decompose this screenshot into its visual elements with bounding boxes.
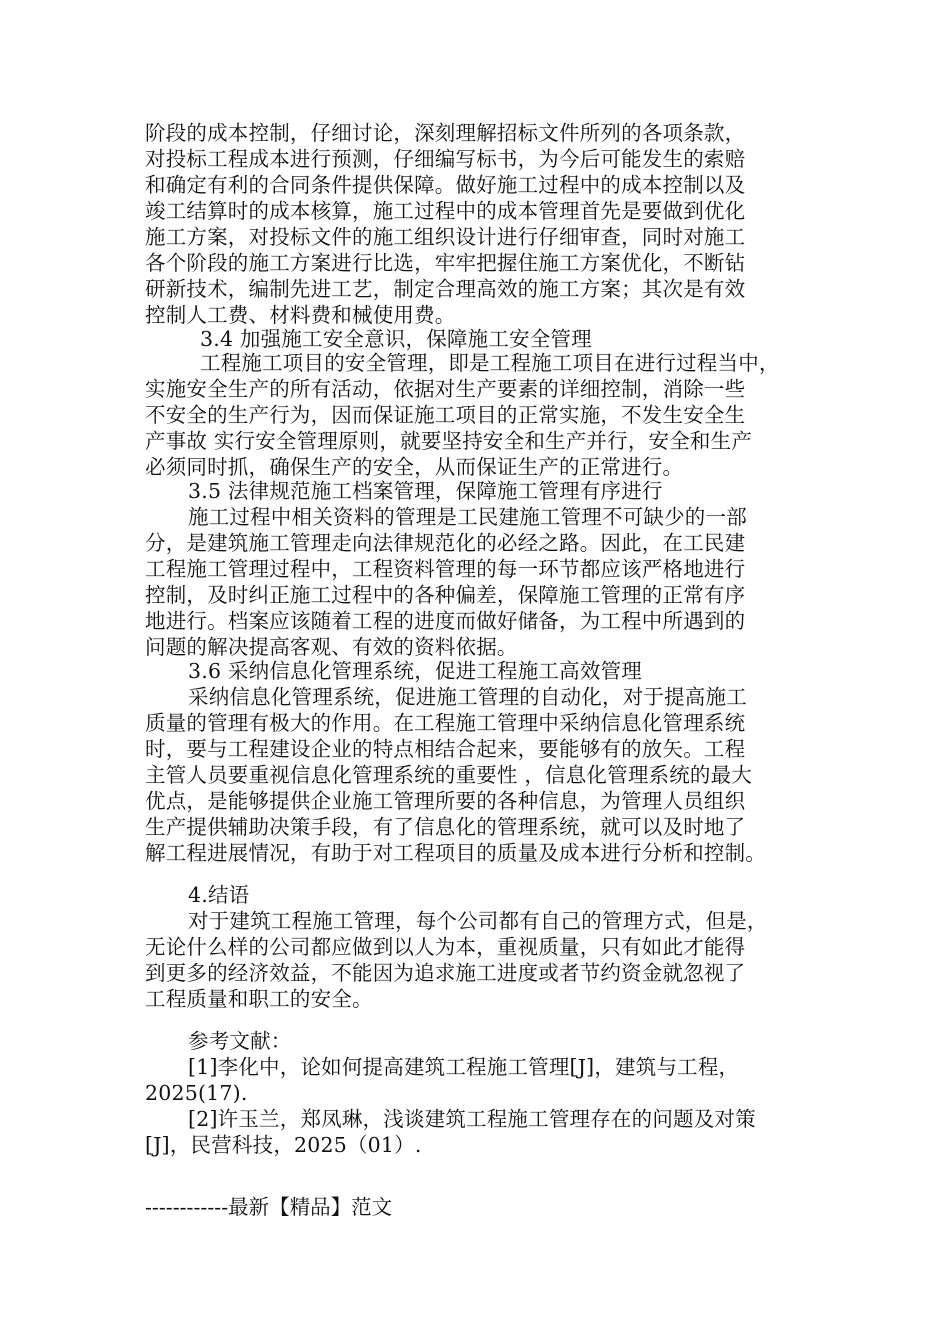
body-line: 实施安全生产的所有活动，依据对生产要素的详细控制，消除一些 bbox=[145, 377, 746, 401]
body-line: 无论什么样的公司都应做到以人为本，重视质量，只有如此才能得 bbox=[145, 935, 746, 959]
body-line: 施工过程中相关资料的管理是工民建施工管理不可缺少的一部 bbox=[188, 505, 747, 529]
reference-item: 2025(17). bbox=[145, 1081, 248, 1105]
body-line: 解工程进展情况，有助于对工程项目的质量及成本进行分析和控制。 bbox=[145, 841, 766, 865]
body-line: 工程施工管理过程中，工程资料管理的每一环节都应该严格地进行 bbox=[145, 557, 746, 581]
body-line: 分，是建筑施工管理走向法律规范化的必经之路。因此，在工民建 bbox=[145, 531, 746, 555]
body-line: 质量的管理有极大的作用。在工程施工管理中采纳信息化管理系统 bbox=[145, 711, 746, 735]
body-line: 对投标工程成本进行预测，仔细编写标书，为今后可能发生的索赔 bbox=[145, 147, 746, 171]
body-line: 必须同时抓，确保生产的安全，从而保证生产的正常进行。 bbox=[145, 455, 684, 479]
body-line: 优点，是能够提供企业施工管理所要的各种信息，为管理人员组织 bbox=[145, 789, 746, 813]
body-line: 控制，及时纠正施工过程中的各种偏差，保障施工管理的正常有序 bbox=[145, 583, 746, 607]
reference-item: [2]许玉兰，郑凤琳，浅谈建筑工程施工管理存在的问题及对策 bbox=[188, 1107, 756, 1131]
section-heading: 3.5 法律规范施工档案管理，保障施工管理有序进行 bbox=[188, 479, 663, 503]
body-line: 竣工结算时的成本核算，施工过程中的成本管理首先是要做到优化 bbox=[145, 199, 746, 223]
body-line: 主管人员要重视信息化管理系统的重要性 ，信息化管理系统的最大 bbox=[145, 763, 753, 787]
body-line: 对于建筑工程施工管理，每个公司都有自己的管理方式，但是， bbox=[188, 909, 768, 933]
body-line: 生产提供辅助决策手段，有了信息化的管理系统，就可以及时地了 bbox=[145, 815, 746, 839]
body-line: 问题的解决提高客观、有效的资料依据。 bbox=[145, 635, 518, 659]
reference-item: [1]李化中，论如何提高建筑工程施工管理[J]，建筑与工程， bbox=[188, 1055, 740, 1079]
section-heading: 4.结语 bbox=[188, 883, 250, 907]
body-line: 工程施工项目的安全管理，即是工程施工项目在进行过程当中， bbox=[200, 351, 780, 375]
body-line: 工程质量和职工的安全。 bbox=[145, 987, 373, 1011]
body-line: 和确定有利的合同条件提供保障。做好施工过程中的成本控制以及 bbox=[145, 173, 746, 197]
reference-item: [J]，民营科技，2025（01）. bbox=[145, 1133, 422, 1157]
body-line: 研新技术，编制先进工艺，制定合理高效的施工方案；其次是有效 bbox=[145, 277, 746, 301]
section-heading: 3.4 加强施工安全意识，保障施工安全管理 bbox=[200, 327, 592, 351]
body-line: 阶段的成本控制，仔细讨论，深刻理解招标文件所列的各项条款， bbox=[145, 121, 746, 145]
body-line: 到更多的经济效益，不能因为追求施工进度或者节约资金就忽视了 bbox=[145, 961, 746, 985]
body-line: 各个阶段的施工方案进行比选，牢牢把握住施工方案优化，不断钻 bbox=[145, 251, 746, 275]
body-line: 产事故 实行安全管理原则，就要坚持安全和生产并行，安全和生产 bbox=[145, 429, 753, 453]
references-heading: 参考文献： bbox=[188, 1029, 292, 1053]
body-line: 施工方案，对投标文件的施工组织设计进行仔细审查，同时对施工 bbox=[145, 225, 746, 249]
body-line: 采纳信息化管理系统，促进施工管理的自动化，对于提高施工 bbox=[188, 685, 747, 709]
section-heading: 3.6 采纳信息化管理系统，促进工程施工高效管理 bbox=[188, 659, 642, 683]
body-line: 时，要与工程建设企业的特点相结合起来，要能够有的放矢。工程 bbox=[145, 737, 746, 761]
body-line: 控制人工费、材料费和械使用费。 bbox=[145, 303, 456, 327]
body-line: 不安全的生产行为，因而保证施工项目的正常实施，不发生安全生 bbox=[145, 403, 746, 427]
footer-label: ------------最新【精品】范文 bbox=[145, 1195, 393, 1219]
body-line: 地进行。档案应该随着工程的进度而做好储备，为工程中所遇到的 bbox=[145, 609, 746, 633]
